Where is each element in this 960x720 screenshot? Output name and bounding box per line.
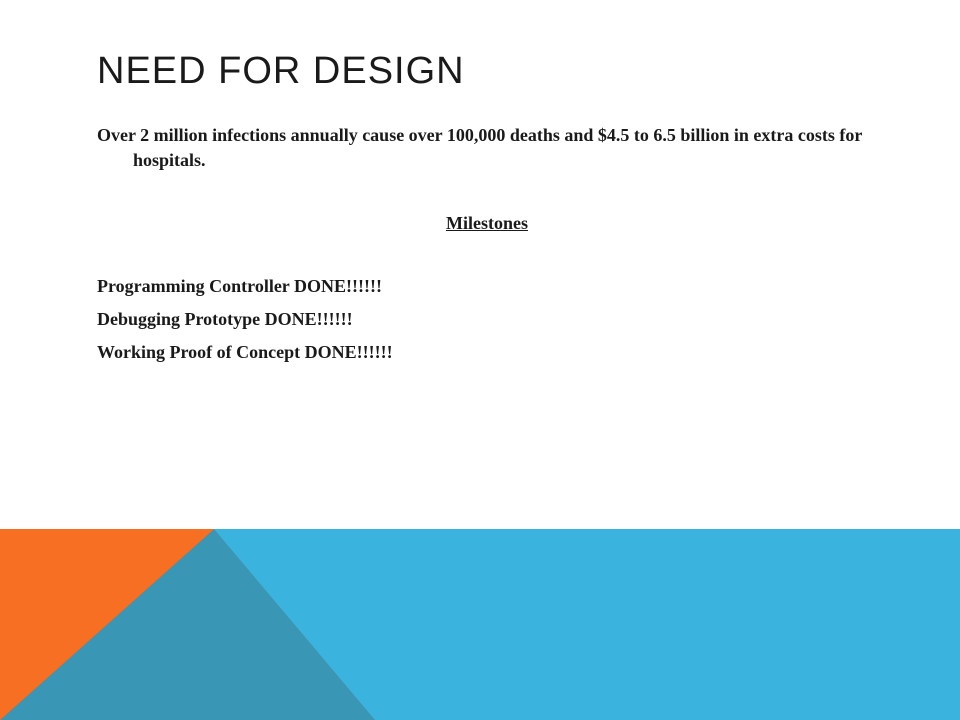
slide-title: NEED FOR DESIGN	[97, 50, 465, 92]
milestone-item: Debugging Prototype DONE!!!!!!	[97, 309, 353, 329]
milestones-heading: Milestones	[446, 213, 528, 233]
intro-paragraph: Over 2 million infections annually cause over 100,000 deaths and $4.5 to 6.5 billion in extra costs for hospitals.	[97, 125, 863, 170]
milestone-item: Working Proof of Concept DONE!!!!!!	[97, 342, 393, 362]
milestone-item: Programming Controller DONE!!!!!!	[97, 276, 382, 296]
